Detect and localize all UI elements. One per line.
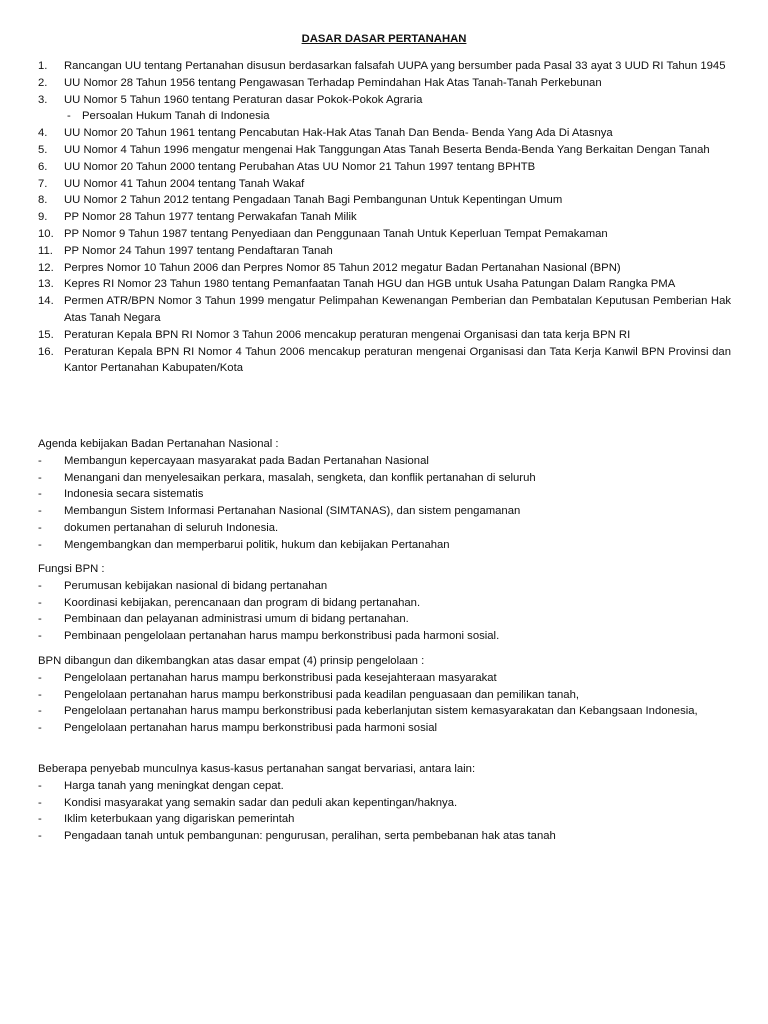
item-number: 10. (38, 227, 54, 240)
list-item (0, 92, 768, 109)
penyebab-section (0, 761, 768, 845)
bullet-text: Koordinasi kebijakan, perencanaan dan program di bidang pertanahan. (64, 596, 421, 609)
bullet-text: Menangani dan menyelesaikan perkara, masalah, sengketa, dan konflik pertanahan di seluruh (64, 471, 536, 484)
section-heading: Beberapa penyebab munculnya kasus-kasus pertanahan sangat bervariasi, antara lain: (38, 763, 476, 775)
item-text: UU Nomor 41 Tahun 2004 tentang Tanah Wakaf (64, 177, 305, 190)
bullet-item (0, 778, 768, 795)
bullet-item (0, 611, 768, 628)
bullet-item (0, 578, 768, 595)
dash-marker: - (38, 779, 42, 792)
list-item (0, 209, 768, 226)
item-number: 15. (38, 328, 54, 341)
list-item (0, 260, 768, 277)
bullet-item (0, 628, 768, 645)
dash-marker: - (38, 596, 42, 609)
item-number: 9. (38, 211, 48, 224)
bullet-item (0, 795, 768, 812)
item-number: 4. (38, 127, 48, 140)
list-item (0, 159, 768, 176)
dash-marker: - (38, 671, 42, 684)
dash-marker: - (38, 722, 42, 735)
bullet-item (0, 828, 768, 845)
section-heading: BPN dibangun dan dikembangkan atas dasar empat (4) prinsip pengelolaan : (38, 655, 425, 667)
bullet-item (0, 486, 768, 503)
item-text: UU Nomor 20 Tahun 1961 tentang Pencabutan Hak-Hak Atas Tanah Dan Benda- Benda Yang Ada Di Atasnya (64, 127, 613, 140)
document-title: DASAR DASAR PERTANAHAN (301, 33, 467, 45)
item-text: UU Nomor 4 Tahun 1996 mengatur mengenai Hak Tanggungan Atas Tanah Beserta Benda-Benda Yang Berkaitan Dengan Tanah (64, 143, 710, 156)
bullet-item (0, 595, 768, 612)
item-text: UU Nomor 5 Tahun 1960 tentang Peraturan dasar Pokok-Pokok Agraria (64, 93, 423, 106)
bullet-text: Kondisi masyarakat yang semakin sadar dan peduli akan kepentingan/haknya. (64, 796, 458, 809)
dash-marker: - (38, 613, 42, 626)
dash-marker: - (38, 796, 42, 809)
dash-marker: - (38, 538, 42, 551)
list-item (0, 75, 768, 92)
bullet-item (0, 503, 768, 520)
dash-marker: - (67, 110, 71, 123)
dash-marker: - (38, 505, 42, 518)
item-number: 1. (38, 60, 48, 72)
dash-marker: - (38, 688, 42, 701)
bullet-text: Pengelolaan pertanahan harus mampu berkonstribusi pada harmoni sosial (64, 722, 438, 735)
dash-marker: - (38, 705, 42, 718)
item-text: Perpres Nomor 10 Tahun 2006 dan Perpres Nomor 85 Tahun 2012 megatur Badan Pertanahan Nasional (BPN) (64, 261, 621, 274)
agenda-section (0, 436, 768, 554)
legal-basis-list (0, 58, 768, 377)
item-number: 16. (38, 345, 54, 358)
list-item (0, 243, 768, 260)
list-item (0, 192, 768, 209)
bullet-item (0, 687, 768, 704)
sub-item-text: Persoalan Hukum Tanah di Indonesia (82, 110, 270, 123)
list-item (0, 344, 768, 378)
item-number: 8. (38, 194, 48, 207)
bullet-item (0, 670, 768, 687)
bullet-text: Membangun Sistem Informasi Pertanahan Nasional (SIMTANAS), dan sistem pengamanan (64, 505, 521, 518)
item-text: UU Nomor 28 Tahun 1956 tentang Pengawasan Terhadap Pemindahan Hak Atas Tanah-Tanah Perkebunan (64, 76, 602, 89)
list-item (0, 125, 768, 142)
bullet-item (0, 537, 768, 554)
list-item (0, 176, 768, 193)
item-text: UU Nomor 2 Tahun 2012 tentang Pengadaan Tanah Bagi Pembangunan Untuk Kepentingan Umum (64, 194, 563, 207)
bullet-text: dokumen pertanahan di seluruh Indonesia. (64, 521, 279, 534)
item-text: Peraturan Kepala BPN RI Nomor 3 Tahun 2006 mencakup peraturan mengenai Organisasi dan tata kerja BPN RI (64, 328, 631, 341)
bullet-text: Indonesia secara sistematis (64, 488, 204, 501)
dash-marker: - (38, 813, 42, 826)
dash-marker: - (38, 521, 42, 534)
dash-marker: - (38, 488, 42, 501)
dash-marker: - (38, 579, 42, 592)
bullet-item (0, 453, 768, 470)
bullet-text: Pengadaan tanah untuk pembangunan: pengurusan, peralihan, serta pembebanan hak atas tanah (64, 830, 556, 843)
item-number: 14. (38, 295, 54, 308)
section-heading: Agenda kebijakan Badan Pertanahan Nasional : (38, 438, 279, 450)
list-item (0, 226, 768, 243)
bullet-text: Harga tanah yang meningkat dengan cepat. (64, 779, 284, 792)
dash-marker: - (38, 830, 42, 843)
list-item (0, 276, 768, 293)
bullet-text: Pengelolaan pertanahan harus mampu berkonstribusi pada keberlanjutan sistem kemasyarakatan dan Kebangsaan Indonesia, (64, 705, 698, 718)
item-text: Rancangan UU tentang Pertanahan disusun berdasarkan falsafah UUPA yang bersumber pada Pasal 33 ayat 3 UUD RI Tahun 1945 (64, 60, 726, 72)
dash-marker: - (38, 471, 42, 484)
item-text: UU Nomor 20 Tahun 2000 tentang Perubahan Atas UU Nomor 21 Tahun 1997 tentang BPHTB (64, 160, 536, 173)
item-number: 5. (38, 143, 48, 156)
list-item (0, 293, 768, 327)
section-heading: Fungsi BPN : (38, 563, 105, 575)
item-text: Peraturan Kepala BPN RI Nomor 4 Tahun 2006 mencakup peraturan mengenai Organisasi dan Tata Kerja Kanwil BPN Provinsi dan Kantor Pertanahan Kabupaten/Kota (64, 345, 731, 375)
item-number: 6. (38, 160, 48, 173)
bullet-text: Mengembangkan dan memperbarui politik, hukum dan kebijakan Pertanahan (64, 538, 450, 551)
list-item (0, 327, 768, 344)
item-number: 11. (38, 244, 53, 257)
bullet-text: Pengelolaan pertanahan harus mampu berkonstribusi pada kesejahteraan masyarakat (64, 671, 497, 684)
bullet-item (0, 811, 768, 828)
item-text: PP Nomor 28 Tahun 1977 tentang Perwakafan Tanah Milik (64, 211, 357, 224)
fungsi-section (0, 561, 768, 645)
list-item (0, 58, 768, 75)
sub-list-item (0, 108, 768, 125)
bullet-item (0, 520, 768, 537)
bullet-text: Pembinaan pengelolaan pertanahan harus mampu berkonstribusi pada harmoni sosial. (64, 630, 500, 643)
item-number: 13. (38, 278, 54, 291)
bullet-text: Iklim keterbukaan yang digariskan pemerintah (64, 813, 295, 826)
prinsip-section (0, 653, 768, 737)
item-text: Kepres RI Nomor 23 Tahun 1980 tentang Pemanfaatan Tanah HGU dan HGB untuk Usaha Patungan Dalam Rangka PMA (64, 278, 676, 291)
bullet-item (0, 470, 768, 487)
bullet-item (0, 720, 768, 737)
bullet-text: Membangun kepercayaan masyarakat pada Badan Pertanahan Nasional (64, 454, 429, 467)
bullet-text: Pembinaan dan pelayanan administrasi umum di bidang pertanahan. (64, 613, 409, 626)
item-text: Permen ATR/BPN Nomor 3 Tahun 1999 mengatur Pelimpahan Kewenangan Pemberian dan Pembatalan Keputusan Pemberian Hak Atas Tanah Negara (64, 295, 731, 324)
bullet-text: Perumusan kebijakan nasional di bidang pertanahan (64, 579, 328, 592)
list-item (0, 142, 768, 159)
item-number: 7. (38, 177, 48, 190)
item-number: 3. (38, 93, 48, 106)
item-number: 2. (38, 76, 48, 89)
dash-marker: - (38, 454, 42, 467)
item-text: PP Nomor 9 Tahun 1987 tentang Penyediaan dan Penggunaan Tanah Untuk Keperluan Tempat Pemakaman (64, 227, 608, 240)
bullet-text: Pengelolaan pertanahan harus mampu berkonstribusi pada keadilan penguasaan dan pemilikan tanah, (64, 688, 580, 701)
item-text: PP Nomor 24 Tahun 1997 tentang Pendaftaran Tanah (64, 244, 333, 257)
item-number: 12. (38, 261, 54, 274)
dash-marker: - (38, 630, 42, 643)
bullet-item (0, 703, 768, 720)
